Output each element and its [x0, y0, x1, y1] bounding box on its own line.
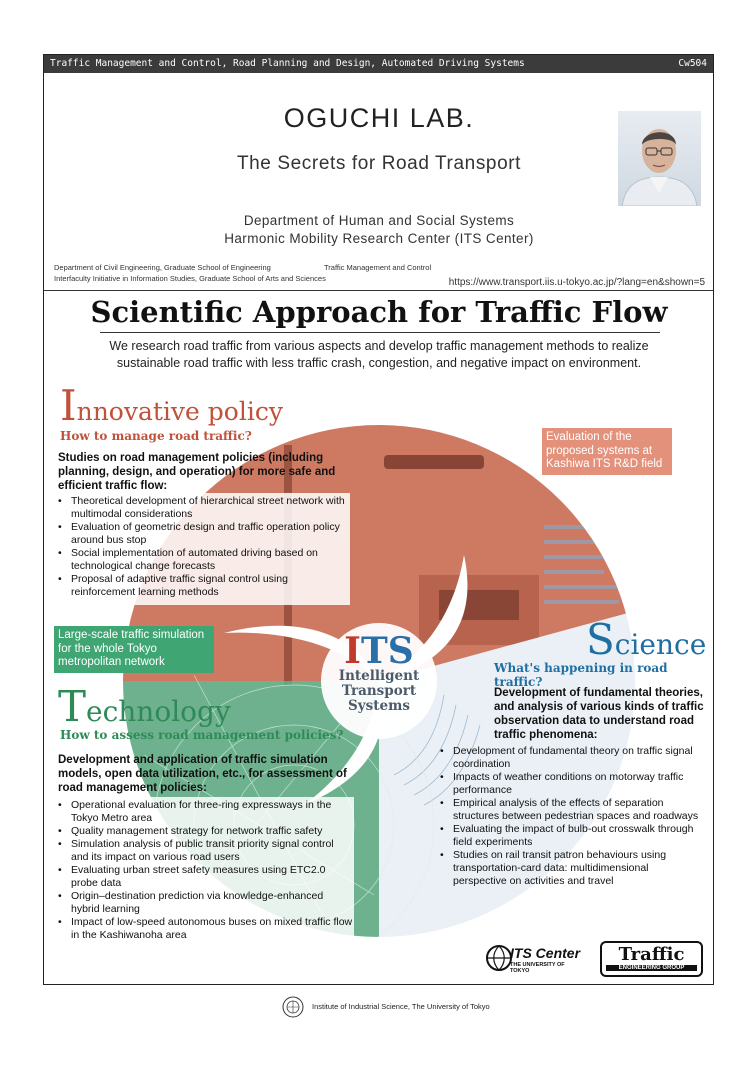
iis-seal-icon — [282, 996, 304, 1018]
affiliation-1: Department of Civil Engineering, Graduate School of Engineering — [54, 263, 271, 272]
room-code: Cw504 — [678, 58, 707, 69]
innovative-callout: Evaluation of the proposed systems at Kashiwa ITS R&D field — [542, 428, 672, 475]
poster-frame — [43, 54, 714, 985]
science-rest: cience — [614, 628, 707, 661]
technology-heading — [58, 682, 231, 731]
list-item: • Quality management strategy for network traffic safety — [54, 825, 354, 838]
list-item: • Empirical analysis of the effects of separation structures between pedestrian spaces and roadways — [436, 797, 701, 823]
innovative-cap: I — [60, 381, 77, 430]
its-big-text: ITS — [344, 630, 414, 672]
department-line-1: Department of Human and Social Systems — [243, 213, 515, 228]
list-item: • Evaluation of geometric design and traffic operation policy around bus stop — [54, 521, 352, 547]
innovative-heading — [60, 381, 283, 430]
technology-callout: Large-scale traffic simulation for the whole Tokyo metropolitan network — [54, 626, 214, 673]
science-cap: S — [586, 615, 615, 664]
list-item: • Development of fundamental theory on traffic signal coordination — [436, 745, 701, 771]
technology-lead: Development and application of traffic simulation models, open data utilization, etc., for assessment of road management policies: — [58, 754, 347, 794]
traffic-logo-text: Traffic — [618, 944, 685, 965]
innovative-question: How to manage road traffic? — [60, 429, 252, 443]
lab-name: OGUCHI LAB. — [283, 103, 475, 133]
science-question: What's happening in road traffic? — [494, 661, 668, 689]
technology-list — [54, 799, 354, 942]
traffic-engineering-logo — [600, 941, 703, 977]
list-item: • Social implementation of automated driving based on technological change forecasts — [54, 547, 352, 573]
its-line-2: Transport — [341, 683, 417, 699]
innovative-lead: Studies on road management policies (including planning, design, and operation) for more safe and efficient traffic flow: — [58, 452, 336, 492]
list-item: • Evaluating urban street safety measures using ETC2.0 probe data — [54, 864, 354, 890]
list-item: • Proposal of adaptive traffic signal control using reinforcement learning methods — [54, 573, 352, 599]
science-list — [436, 745, 701, 888]
main-title: Scientific Approach for Traffic Flow — [90, 295, 668, 329]
intro-text: We research road traffic from various aspects and develop traffic management methods to realize sustainable road traffic with less traffic crash, congestion, and negative impact on environment. — [109, 339, 649, 370]
department-line-2: Harmonic Mobility Research Center (ITS Center) — [224, 231, 534, 246]
list-item: • Studies on rail transit patron behaviours using transportation-card data: multidimensional perspective on activities and travel — [436, 849, 701, 888]
topic-text: Traffic Management and Control, Road Planning and Design, Automated Driving Systems — [50, 58, 525, 69]
its-line-3: Systems — [348, 698, 410, 714]
list-item: • Evaluating the impact of bulb-out crosswalk through field experiments — [436, 823, 701, 849]
its-center-logo-text: ITS Center — [510, 945, 581, 961]
list-item: • Theoretical development of hierarchical street network with multimodal considerations — [54, 495, 352, 521]
lab-url[interactable]: https://www.transport.iis.u-tokyo.ac.jp/?lang=en&shown=5 — [448, 277, 705, 288]
lab-subtitle: The Secrets for Road Transport — [236, 153, 522, 174]
traffic-logo-sub: ENGINEERING GROUP — [606, 965, 697, 971]
innovative-rest: nnovative policy — [76, 397, 283, 426]
affiliation-2: Interfaculty Initiative in Information Studies, Graduate School of Arts and Sciences — [54, 274, 326, 283]
science-heading — [586, 615, 706, 664]
science-lead: Development of fundamental theories, and analysis of various kinds of traffic observation data to understand road traffic phenomena: — [494, 687, 704, 741]
footer-text: Institute of Industrial Science, The University of Tokyo — [312, 1002, 490, 1011]
research-field: Traffic Management and Control — [324, 263, 432, 272]
technology-question: How to assess road management policies? — [60, 728, 344, 742]
technology-cap: T — [58, 682, 87, 731]
list-item: • Simulation analysis of public transit priority signal control and its impact on various road users — [54, 838, 354, 864]
its-line-1: Intelligent — [338, 668, 420, 684]
its-center-logo-sub: THE UNIVERSITY OF TOKYO — [510, 962, 565, 974]
list-item: • Impacts of weather conditions on motorway traffic performance — [436, 771, 701, 797]
list-item: • Operational evaluation for three-ring expressways in the Tokyo Metro area — [54, 799, 354, 825]
list-item: • Origin–destination prediction via knowledge-enhanced hybrid learning — [54, 890, 354, 916]
innovative-list — [54, 495, 352, 599]
its-center-logo — [484, 941, 584, 975]
its-center-label — [329, 630, 429, 714]
list-item: • Impact of low-speed autonomous buses on mixed traffic flow in the Kashiwanoha area — [54, 916, 354, 942]
technology-rest: echnology — [86, 695, 231, 728]
